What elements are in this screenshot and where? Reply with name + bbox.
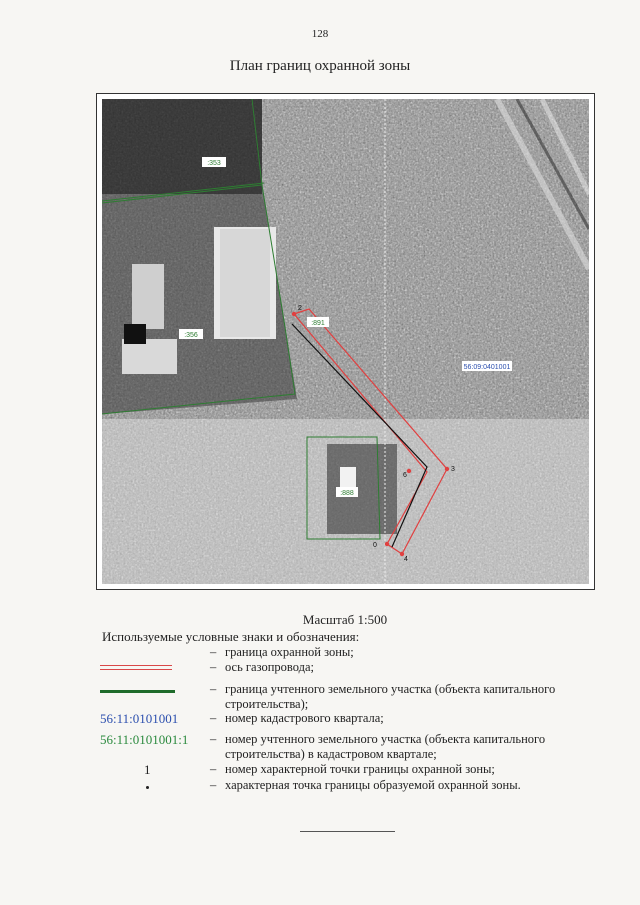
legend-text: граница охранной зоны; — [225, 645, 354, 659]
legend-dash: – — [210, 682, 217, 696]
svg-text::888: :888 — [340, 490, 354, 497]
point-label: 6 — [403, 472, 407, 479]
point-label: 2 — [298, 305, 302, 312]
satellite-map — [102, 99, 589, 584]
point-label: 0 — [373, 542, 377, 549]
legend-dash: – — [210, 660, 217, 674]
point-label: 4 — [404, 556, 408, 563]
scale-label: Масштаб 1:500 — [302, 612, 388, 627]
legend-text: номер кадастрового квартала; — [225, 711, 384, 725]
parcel-label — [202, 157, 226, 167]
point-number-symbol: 1 — [144, 762, 151, 777]
legend-text: номер характерной точки границы охранной зоны; — [225, 762, 495, 776]
legend-text: характерная точка границы образуемой охранной зоны. — [225, 778, 521, 792]
legend-dash: – — [210, 711, 217, 725]
signature-line — [300, 831, 395, 832]
svg-text::353: :353 — [207, 160, 221, 167]
legend-dash: – — [210, 645, 217, 659]
legend-dash: – — [210, 732, 217, 746]
parcel-label — [179, 329, 203, 339]
page-number: 128 — [311, 28, 329, 40]
quarter-number-symbol: 56:11:0101001 — [100, 711, 179, 726]
svg-text::891: :891 — [311, 320, 325, 327]
svg-text::356: :356 — [184, 332, 198, 339]
legend-text: граница учтенного земельного участка (объекта капитального строительства); — [225, 682, 556, 711]
svg-text:56:09:0401001: 56:09:0401001 — [463, 364, 511, 371]
legend-title: Используемые условные знаки и обозначения: — [102, 629, 360, 644]
legend-text: номер учтенного земельного участка (объекта капитального строительства) в кадастровом квартале; — [225, 732, 546, 761]
zone-boundary-symbol — [100, 665, 172, 670]
parcel-label — [336, 487, 358, 497]
legend-dash: – — [210, 778, 217, 792]
point-label: 3 — [451, 466, 455, 473]
parcel-number-symbol: 56:11:0101001:1 — [100, 732, 189, 747]
parcel-label — [307, 317, 329, 327]
quarter-label — [462, 361, 512, 371]
page-title: План границ охранной зоны — [229, 58, 411, 74]
parcel-boundary-symbol — [100, 690, 175, 693]
legend-dash: – — [210, 762, 217, 776]
point-dot-symbol — [146, 786, 149, 789]
legend-text: ось газопровода; — [225, 660, 315, 674]
map-frame — [96, 93, 595, 590]
